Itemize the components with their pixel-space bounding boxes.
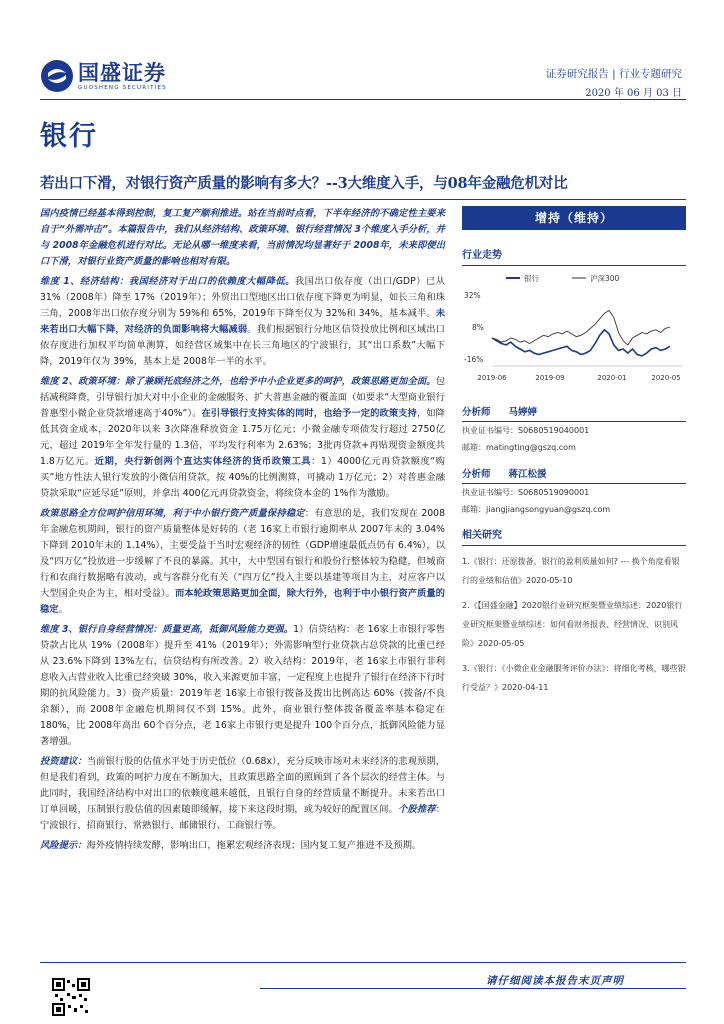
analyst-1 [462,404,686,456]
analyst-2-header [462,466,686,484]
stock-pick-text: ：宁波银行、招商银行、常熟银行、邮储银行、工商银行等。 [40,804,445,831]
dimension-2-highlight-2: 近期，央行新创两个直达实体经济的货币政策工具 [94,456,312,467]
policy-paragraph [40,506,445,618]
analyst-1-name: 马婷婷 [508,407,538,418]
main-content [40,206,445,858]
header-divider [40,99,686,100]
dimension-2-paragraph [40,374,445,502]
analyst-1-email[interactable] [462,439,686,456]
related-item[interactable]: 1.《银行：还原拨备，银行的盈利质量如何? --- 换个角度看银行的业绩和估值》2020-05-10 [462,557,680,585]
related-item[interactable]: 2.《【国盛金融】2020银行业研究框架暨业绩综述：2020银行业研究框架暨业绩综述：如何看财务报表、经营情况、识别风险》2020-05-05 [462,601,683,648]
x-tick-label: 2020-05 [651,374,681,382]
dimension-1-text-b: 。我们根据银行分地区信贷投放比例和区域出口依存度进行加权平均简单测算，如经营区域集中在长三角地区的宁波银行，其“出口系数”大幅下降，2019年仅为 39%，基本上是 2008年一半的水平。 [40,324,445,367]
x-tick-label: 2019-09 [535,374,565,382]
stock-pick-label: 个股推荐 [398,804,436,815]
series-line-hs300 [492,311,670,345]
series-line-bank [492,330,670,356]
cert-label: 执业证书编号： [462,488,518,497]
trend-heading: 行业走势 [462,246,686,266]
investment-paragraph [40,754,445,834]
analyst-2 [462,466,686,518]
policy-highlight: 而本轮政策思路更加全面，除大行外，也利于中小银行资产质量的稳定 [40,588,445,615]
cert-label: 执业证书编号： [462,426,518,435]
related-research-list [462,552,686,697]
analyst-2-email[interactable] [462,501,686,518]
dimension-2-highlight-1: 在引导银行支持实体的同时，也给予一定的政策支持 [201,408,417,419]
cert-number: S0680519040001 [518,426,590,435]
dimension-1-highlight: 未来若出口大幅下降，对经济的负面影响将大幅减弱 [40,308,445,335]
risk-text: 海外疫情持续发酵，影响出口，拖累宏观经济表现；国内复工复产推进不及预期。 [86,840,422,851]
analyst-1-cert [462,422,686,439]
risk-label: 风险提示： [40,840,87,851]
dimension-1-paragraph [40,274,445,370]
cert-number: S0680519090001 [518,488,590,497]
company-logo [40,56,200,96]
industry-title: 银行 [40,121,98,152]
dimension-3-text: 1）信贷结构：老 16家上市银行零售贷款占比从 19%（2008年）提升至 41%（2019年）；外需影响型行业贷款占总贷款的比重已经从 23.6%下降到 13%左右，信贷结构有所改善。2）收入结构：2019年，老 16家上市银行非利息收入占营业收入比重已经突破 30%，收入来源更加丰富，一定程度上也提升了银行在经济下行时期的抗风险能力。3）资产质量：2019年老 16家上市银行拨备及拨出比例高达 60%（拨备/不良余额），而 2008年金融危机期间仅不到 15%。此外，商业银行整体拨备覆盖率基本稳定在 180%，比 2008年高出 60个百分点，老 16家上市银行更是提升 100个百分点，抵御风险能力显著增强。 [40,624,445,747]
legend-bank-label: 银行 [524,274,539,283]
summary-paragraph: 国内疫情已经基本得到控制，复工复产顺利推进。站在当前时点看，下半年经济的不确定性主要来自于“外需冲击”。本篇报告中，我们从经济结构、政策环境、银行经营情况 3个维度入手分析，并与 2008年金融危机进行对比。无论从哪一维度来看，当前情况均显著好于 2008年，未来即便出口下滑，对银行业资产质量的影响也相对有限。 [40,208,445,267]
report-type: 证券研究报告 | 行业专题研究 [545,68,682,80]
analyst-1-header [462,404,686,422]
y-tick-label: -16% [464,355,484,364]
investment-text: 当前银行股的估值水平处于历史低位（0.68x），充分反映市场对未来经济的悲观预期，但是我们看到，政策的呵护力度在不断加大，且政策思路全面的照顾到了各个层次的经营主体。与此同时，我国经济结构中对出口的依赖度越来越低，且银行自身的经营质量不断提升。未来若出口订单回暖，压制银行股估值的因素随即缓解，接下来这段时期，或为较好的配置区间。 [40,756,445,815]
sidebar [462,206,686,703]
email-label: 邮箱： [462,443,486,452]
footer-underline [260,988,686,989]
related-research-heading: 相关研究 [462,526,686,546]
y-tick-label: 8% [472,323,484,332]
email-link[interactable]: matingting@gszq.com [486,443,576,452]
footer-disclaimer-note: 请仔细阅读本报告末页声明 [486,975,624,987]
logo-english-name: GUOSHENG SECURITIES [78,85,167,91]
dimension-2-title: 维度 2、政策环境：除了兼顾托底经济之外，也给予中小企业更多的呵护，政策思路更加全面。 [40,376,436,387]
rating-badge: 增持（维持） [462,206,686,230]
industry-trend-chart [462,270,686,390]
legend-hs300-label: 沪深300 [590,274,620,283]
dimension-1-title: 维度 1、经济结构：我国经济对于出口的依赖度大幅降低。 [40,276,295,287]
investment-label: 投资建议： [40,756,87,767]
x-tick-label: 2019-06 [477,374,507,382]
policy-text-a: ：有意思的是，我们发现在 2008年金融危机期间，银行的资产质量整体是好转的（老 16家上市银行逾期率从 2007年末的 3.04%下降到 2010年末的 1.14%），主要受益于当时宏观经济的韧性（GDP增速最低点仍有 6.4%），以及“四万亿”投放进一步缓解了不良的暴露。其中，大中型国有银行和股份行整体较为稳健，但城商行和农商行数据略有波动，或与客群分化有关（“四万亿”投入主要以基建等项目为主，对应客户以大型国企央企为主，相对受益）。 [40,508,446,599]
dimension-2-text-b: ，如降低其资金成本，2020年以来 3次降准释放资金 1.75万亿元；小微金融专项债发行超过 2750亿元，超过 2019年全年发行量的 1.3倍，平均发行利率为 2.63%；3批再贷款+再贴现资金额度共 1.8万亿元。 [40,408,445,467]
logo-chinese-name: 国盛证券 [78,61,166,85]
risk-paragraph [40,838,445,854]
guosheng-logo-icon [40,59,74,93]
report-headline: 若出口下滑，对银行资产质量的影响有多大？--3大维度入手，与08年金融危机对比 [40,175,568,192]
report-date: 2020 年 06 月 03 日 [585,88,682,99]
x-tick-label: 2020-01 [597,374,627,382]
dimension-1-text-a: 我国出口依存度（出口/GDP）已从 31%（2008年）降至 17%（2019年）；外贸出口型地区出口依存度下降更为明显，如长三角和珠三角，2008年出口依存度分别为 59%和 65%，2019年下降至仅为 32%和 34%，基本减半。 [40,276,445,319]
policy-title: 政策思路全方位呵护信用环境，利于中小银行资产质量保持稳定 [40,508,305,519]
dimension-2-text-a: 包括减税降费，引导银行加大对中小企业的金融服务、扩大普惠金融的覆盖面（如要求“大型商业银行普惠型小微企业贷款增速高于40%”）。 [40,376,445,419]
analyst-2-cert [462,484,686,501]
qr-code-icon [52,978,90,1016]
analyst-2-name: 蒋江松援 [508,469,547,480]
policy-text-b: 。 [58,604,68,615]
dimension-3-paragraph [40,622,445,750]
y-tick-label: 32% [464,291,481,300]
footer-divider [40,962,686,963]
analyst-1-role: 分析师 [462,407,491,418]
email-label: 邮箱： [462,505,486,514]
related-item[interactable]: 3.《银行：《小微企业金融服务评价办法》：将细化考核，哪些银行受益？》2020-04-11 [462,664,686,692]
headline-divider [40,199,686,200]
dimension-3-title: 维度 3、银行自身经营情况：质量更高，抵御风险能力更强。 [40,624,294,635]
dimension-2-text-c: ：1）4000亿元再贷款额度“购买”地方性法人银行发放的小微信用贷款，按 40%的比例测算，可撬动 1万亿元；2）对普惠金融贷款采取“应延尽延”原则，并拿出 400亿元再贷款资金，将续贷本金的 1%作为激励。 [40,456,445,499]
email-link[interactable]: jiangjiangsongyuan@gszq.com [486,505,611,514]
analyst-2-role: 分析师 [462,469,491,480]
